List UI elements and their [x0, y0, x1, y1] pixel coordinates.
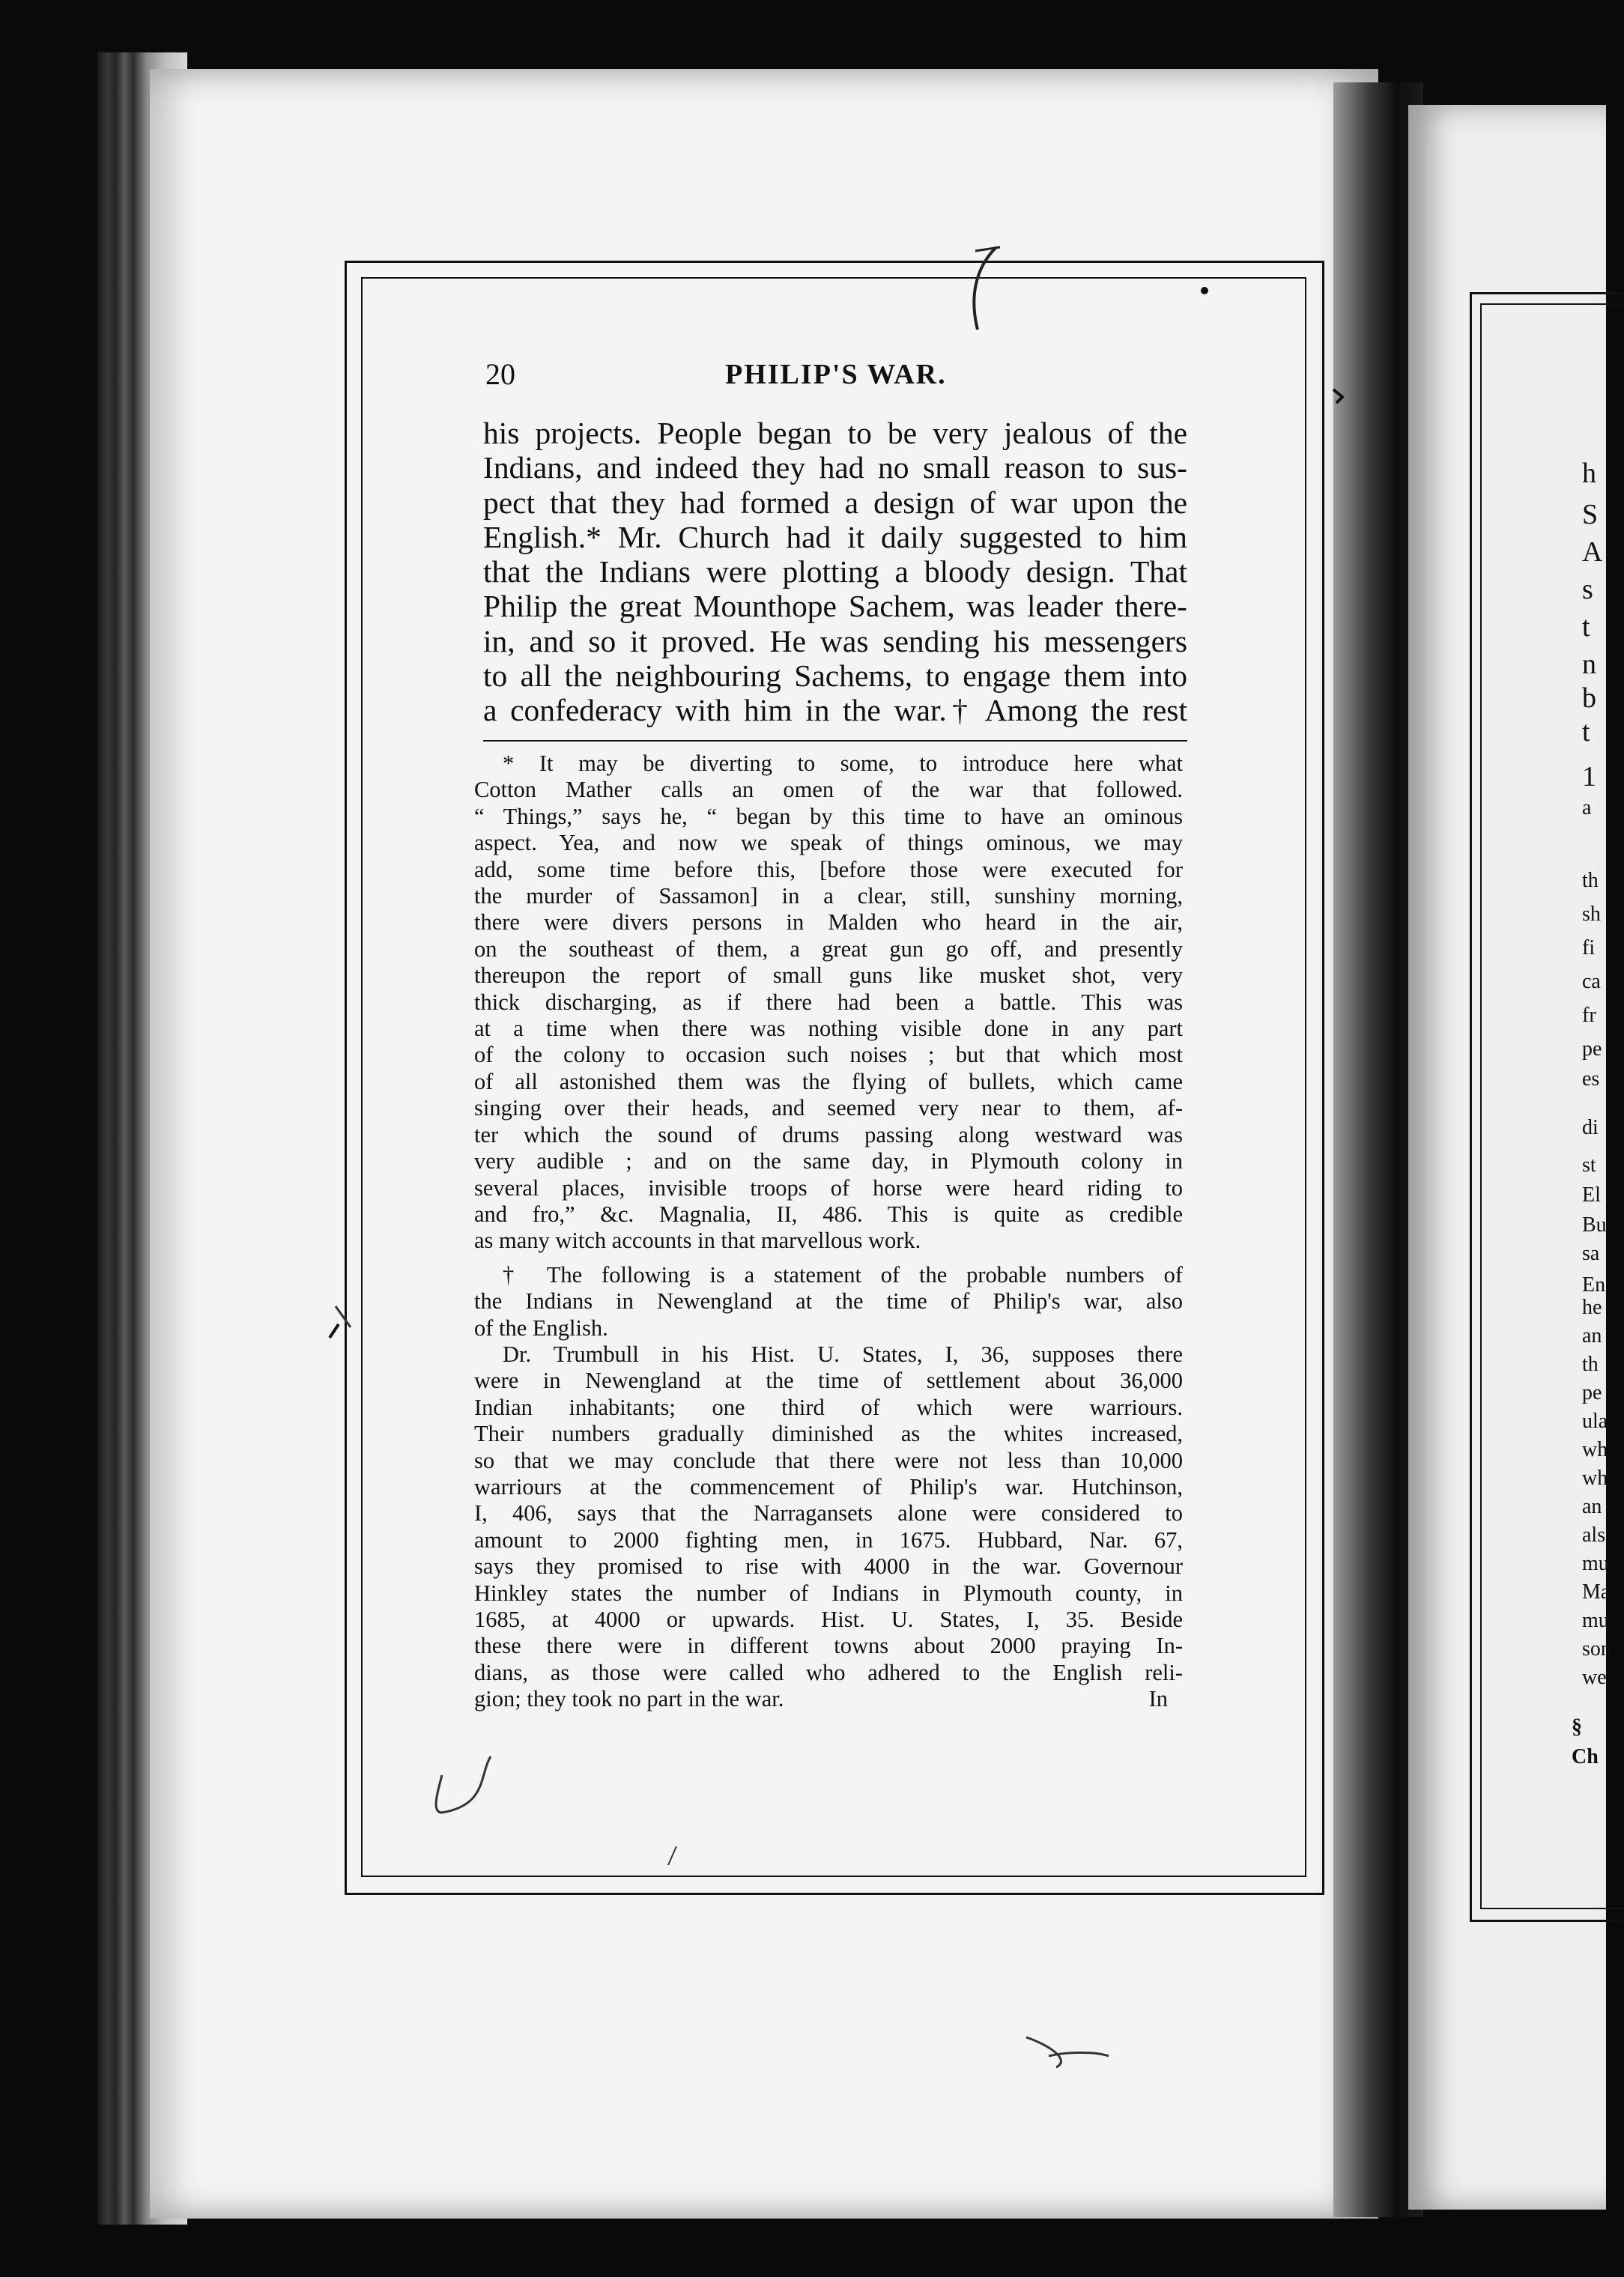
running-head: PHILIP'S WAR.: [725, 359, 947, 390]
footnote-line: of all astonished them was the flying of bullets, which came: [474, 1068, 1183, 1094]
footnote-line: the Indians in Newengland at the time of Philip's war, also: [474, 1288, 1183, 1315]
facing-page-fragment: wh: [1582, 1467, 1608, 1490]
body-line: English.* Mr. Church had it daily suggested to him: [483, 519, 1187, 554]
facing-page-fragment: an: [1582, 1495, 1602, 1518]
footnote-line: thick discharging, as if there had been a battle. This was: [474, 989, 1183, 1015]
facing-page-fragment: S: [1582, 499, 1599, 530]
footnote-line: ter which the sound of drums passing along westward was: [474, 1121, 1183, 1147]
footnote-line: singing over their heads, and seemed very near to them, af-: [474, 1095, 1183, 1121]
body-line: that the Indians were plotting a bloody design. That: [483, 554, 1187, 589]
facing-page-fragment: Ma: [1582, 1580, 1611, 1604]
footnote-line: Hinkley states the number of Indians in Plymouth county, in: [474, 1580, 1183, 1606]
footnote-line: Indian inhabitants; one third of which were warriours.: [474, 1394, 1183, 1420]
footnote-last-text: gion; they took no part in the war.: [474, 1686, 784, 1712]
footnote-line: Their numbers gradually diminished as the whites increased,: [474, 1421, 1183, 1447]
footnote-line: at a time when there was nothing visible done in any part: [474, 1016, 1183, 1042]
facing-page-fragment: mu: [1582, 1609, 1609, 1632]
footnote-line: very audible ; and on the same day, in Plymouth colony in: [474, 1148, 1183, 1174]
footnote-line: “ Things,” says he, “ began by this time to have an ominous: [474, 803, 1183, 829]
facing-page-fragment: sa: [1582, 1242, 1600, 1265]
facing-page-fragment: A: [1582, 536, 1603, 568]
pen-mark: [668, 1846, 676, 1865]
footnote-line: amount to 2000 fighting men, in 1675. Hubbard, Nar. 67,: [474, 1526, 1183, 1553]
facing-page-fragment: we: [1582, 1666, 1607, 1689]
facing-page-fragment: §: [1572, 1715, 1582, 1738]
facing-page-fragment: b: [1582, 682, 1596, 714]
facing-page-fragment: an: [1582, 1324, 1602, 1347]
facing-page-fragment: th: [1582, 869, 1599, 892]
facing-page-fragment: als: [1582, 1523, 1606, 1547]
facing-page-fragment: fr: [1582, 1004, 1596, 1027]
pen-mark: [974, 247, 996, 330]
facing-page-fragment: fi: [1582, 936, 1596, 959]
facing-page-fragment: t: [1582, 611, 1590, 643]
pen-mark: [330, 1324, 339, 1338]
facing-page-fragment: Ch: [1572, 1745, 1599, 1768]
facing-page-fragment: Bu: [1582, 1213, 1607, 1237]
footnote-line: were in Newengland at the time of settlement about 36,000: [474, 1368, 1183, 1394]
body-line: Philip the great Mounthope Sachem, was leader there-: [483, 589, 1187, 624]
catchword: In: [1148, 1686, 1168, 1712]
facing-page-fragment: ula: [1582, 1410, 1608, 1433]
facing-page-fragment: h: [1582, 458, 1596, 489]
footnote-line: on the southeast of them, a great gun go off, and presently: [474, 936, 1183, 962]
page-number: 20: [485, 357, 515, 391]
footnote-line: these there were in different towns about 2000 praying In-: [474, 1633, 1183, 1659]
footnote-line: thereupon the report of small guns like musket shot, very: [474, 962, 1183, 989]
footnote-line: warriours at the commencement of Philip's war. Hutchinson,: [474, 1473, 1183, 1500]
footnote-line: Cotton Mather calls an omen of the war that followed.: [474, 777, 1183, 803]
facing-page-fragment: sh: [1582, 903, 1601, 926]
facing-page-fragment: 1: [1582, 761, 1596, 792]
footnote-line: there were divers persons in Malden who heard in the air,: [474, 909, 1183, 936]
footnote-line: so that we may conclude that there were not less than 10,000: [474, 1447, 1183, 1473]
facing-page-fragment: El: [1582, 1183, 1601, 1207]
ink-dot: [1201, 287, 1208, 294]
facing-page-fragment: t: [1582, 716, 1590, 748]
body-line: to all the neighbouring Sachems, to engage them into: [483, 658, 1187, 694]
facing-page-fragment: pe: [1582, 1381, 1602, 1404]
footnote-line: dians, as those were called who adhered to the English reli-: [474, 1659, 1183, 1685]
footnote-line: I, 406, says that the Narragansets alone were considered to: [474, 1500, 1183, 1526]
facing-page-fragment: pe: [1582, 1037, 1602, 1061]
body-line: Indians, and indeed they had no small reason to sus-: [483, 450, 1187, 485]
pen-mark: [436, 1756, 491, 1813]
body-line: in, and so it proved. He was sending his messengers: [483, 623, 1187, 658]
footnote-line: add, some time before this, [before those were executed for: [474, 856, 1183, 882]
facing-page-fragment: th: [1582, 1353, 1599, 1376]
facing-page-fragment: ca: [1582, 970, 1601, 993]
footnote-line: and fro,” &c. Magnalia, II, 486. This is quite as credible: [474, 1201, 1183, 1227]
footnote-line: aspect. Yea, and now we speak of things ominous, we may: [474, 830, 1183, 856]
facing-page-fragment: he: [1582, 1296, 1602, 1319]
facing-page-fragment: a: [1582, 796, 1592, 819]
footnote-line: as many witch accounts in that marvellous work.: [474, 1228, 921, 1254]
facing-page-fragment: En: [1582, 1273, 1606, 1297]
footnote-line: says they promised to rise with 4000 in the war. Governour: [474, 1553, 1183, 1580]
facing-page-fragment: s: [1582, 574, 1593, 605]
pen-mark: [1333, 389, 1342, 403]
footnote-line: 1685, at 4000 or upwards. Hist. U. States, I, 35. Beside: [474, 1607, 1183, 1632]
facing-page-fragment: st: [1582, 1153, 1596, 1177]
footnote-line: † The following is a statement of the probable numbers of: [503, 1261, 1183, 1288]
facing-page-fragment: wh: [1582, 1438, 1608, 1461]
facing-page-fragment: mu: [1582, 1552, 1609, 1575]
footnote-line: * It may be diverting to some, to introduce here what: [503, 751, 1183, 776]
footnote-line: Dr. Trumbull in his Hist. U. States, I, 36, supposes there: [503, 1341, 1183, 1367]
facing-page-fragment: n: [1582, 649, 1596, 680]
body-line: pect that they had formed a design of war upon the: [483, 485, 1187, 520]
footnote-line: of the English.: [474, 1315, 608, 1341]
body-line: a confederacy with him in the war.† Among the rest: [483, 693, 1187, 728]
pen-mark: [1026, 2037, 1109, 2067]
facing-page-fragment: di: [1582, 1116, 1599, 1139]
facing-page-fragment: son: [1582, 1637, 1611, 1661]
footnote-line: the murder of Sassamon] in a clear, still, sunshiny morning,: [474, 883, 1183, 909]
body-line: his projects. People began to be very jealous of the: [483, 416, 1187, 450]
footnote-line: several places, invisible troops of horse were heard riding to: [474, 1174, 1183, 1201]
footnote-line: of the colony to occasion such noises ; but that which most: [474, 1042, 1183, 1068]
facing-page-fragment: es: [1582, 1067, 1600, 1091]
